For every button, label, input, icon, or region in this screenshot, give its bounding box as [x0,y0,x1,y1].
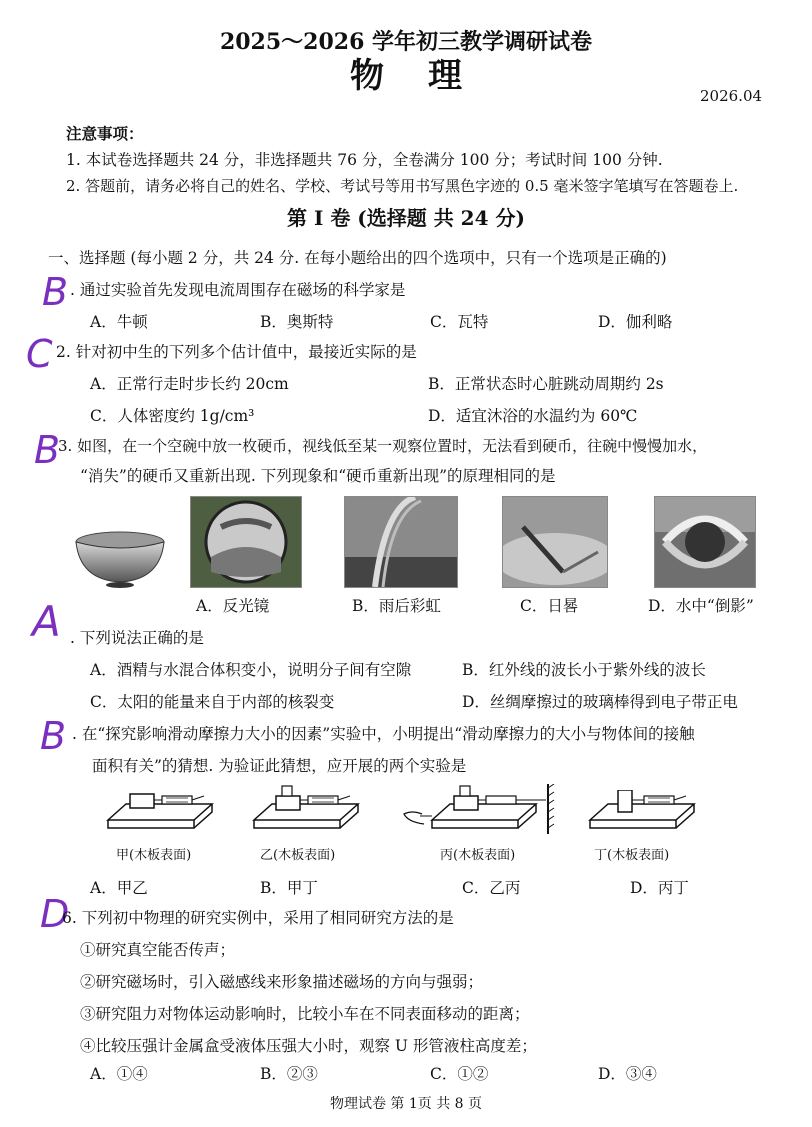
answer-mark-q5: B [40,714,67,758]
q5-figure-jia-label: 甲(木板表面) [116,848,192,863]
friction-setup-bing [398,784,558,836]
convex-mirror-photo [190,496,302,588]
answer-mark-q2: C [26,332,53,376]
q2-option-b: B．正常状态时心脏跳动周期约 2s [428,375,664,393]
friction-setup-jia [104,790,216,836]
q6-option-c: C．①② [430,1065,489,1083]
q1-option-d: D．伽利略 [598,313,673,331]
q3-option-b: B．雨后彩虹 [352,597,441,615]
bowl-figure [70,528,170,588]
q5-option-b: B．甲丁 [260,879,318,897]
q5-option-d: D．丙丁 [630,879,689,897]
exam-date: 2026.04 [700,87,763,105]
q4-stem: . 下列说法正确的是 [70,629,204,647]
q6-option-d: D．③④ [598,1065,657,1083]
answer-mark-q3: B [34,428,61,472]
subject-title: 物理 [350,56,506,96]
sundial-photo [502,496,608,588]
q1-option-c: C．瓦特 [430,313,489,331]
q1-option-b: B．奥斯特 [260,313,334,331]
q6-item-2: ②研究磁场时，引入磁感线来形象描述磁场的方向与强弱； [80,973,484,991]
section-instruction: 一、选择题 (每小题 2 分，共 24 分. 在每小题给出的四个选项中，只有一个选项是正确的) [48,249,667,267]
friction-setup-ding [586,790,698,836]
q5-figure-yi-label: 乙(木板表面) [260,848,336,863]
q5-figure-ding-label: 丁(木板表面) [594,848,670,863]
water-reflection-photo [654,496,756,588]
answer-mark-q6: D [40,892,70,936]
exam-title: 2025～2026 学年初三教学调研试卷 [219,29,593,55]
q3-stem-line2: “消失”的硬币又重新出现. 下列现象和“硬币重新出现”的原理相同的是 [80,467,556,485]
q6-option-a: A．①④ [90,1065,148,1083]
q6-item-4: ④比较压强计金属盒受液体压强大小时，观察 U 形管液柱高度差； [80,1037,537,1055]
q2-option-d: D．适宜沐浴的水温约为 60℃ [428,407,638,425]
q5-figure-bing-label: 丙(木板表面) [440,848,516,863]
q4-option-d: D．丝绸摩擦过的玻璃棒得到电子带正电 [462,693,738,711]
q3-option-d: D．水中“倒影” [648,597,754,615]
q4-option-c: C．太阳的能量来自于内部的核裂变 [90,693,335,711]
q5-stem-line1: . 在“探究影响滑动摩擦力大小的因素”实验中，小明提出“滑动摩擦力的大小与物体间的接触 [72,725,695,743]
q5-option-c: C．乙丙 [462,879,521,897]
q6-stem: 6. 下列初中物理的研究实例中，采用了相同研究方法的是 [62,909,454,927]
page-footer: 物理试卷 第 1页 共 8 页 [329,1096,483,1112]
q3-option-c: C．日晷 [520,597,579,615]
section-title: 第 Ⅰ 卷 (选择题 共 24 分) [287,206,525,230]
q2-stem: 2. 针对初中生的下列多个估计值中，最接近实际的是 [56,343,417,361]
q5-stem-line2: 面积有关”的猜想. 为验证此猜想，应开展的两个实验是 [92,757,467,775]
q1-option-a: A．牛顿 [90,313,148,331]
q3-option-a: A．反光镜 [196,597,270,615]
rainbow-photo [344,496,458,588]
q4-option-b: B．红外线的波长小于紫外线的波长 [462,661,706,679]
q5-option-a: A．甲乙 [90,879,148,897]
answer-mark-q4: A [32,597,61,646]
q6-option-b: B．②③ [260,1065,318,1083]
q6-item-1: ①研究真空能否传声； [80,941,236,959]
q1-stem: . 通过实验首先发现电流周围存在磁场的科学家是 [70,281,406,299]
q2-option-c: C．人体密度约 1g/cm³ [90,407,255,425]
q3-stem-line1: 3. 如图，在一个空碗中放一枚硬币，视线低至某一观察位置时，无法看到硬币，往碗中慢慢加水， [58,437,708,455]
notice-item-1: 1. 本试卷选择题共 24 分，非选择题共 76 分，全卷满分 100 分；考试时间 100 分钟. [66,151,663,169]
q4-option-a: A．酒精与水混合体积变小，说明分子间有空隙 [90,661,412,679]
q6-item-3: ③研究阻力对物体运动影响时，比较小车在不同表面移动的距离； [80,1005,530,1023]
notice-heading: 注意事项： [66,124,144,143]
friction-setup-yi [250,784,362,836]
q2-option-a: A．正常行走时步长约 20cm [90,375,289,393]
notice-item-2: 2. 答题前，请务必将自己的姓名、学校、考试号等用书写黑色字迹的 0.5 毫米签字笔填写在答题卷上. [66,177,739,195]
answer-mark-q1: B [42,270,69,314]
